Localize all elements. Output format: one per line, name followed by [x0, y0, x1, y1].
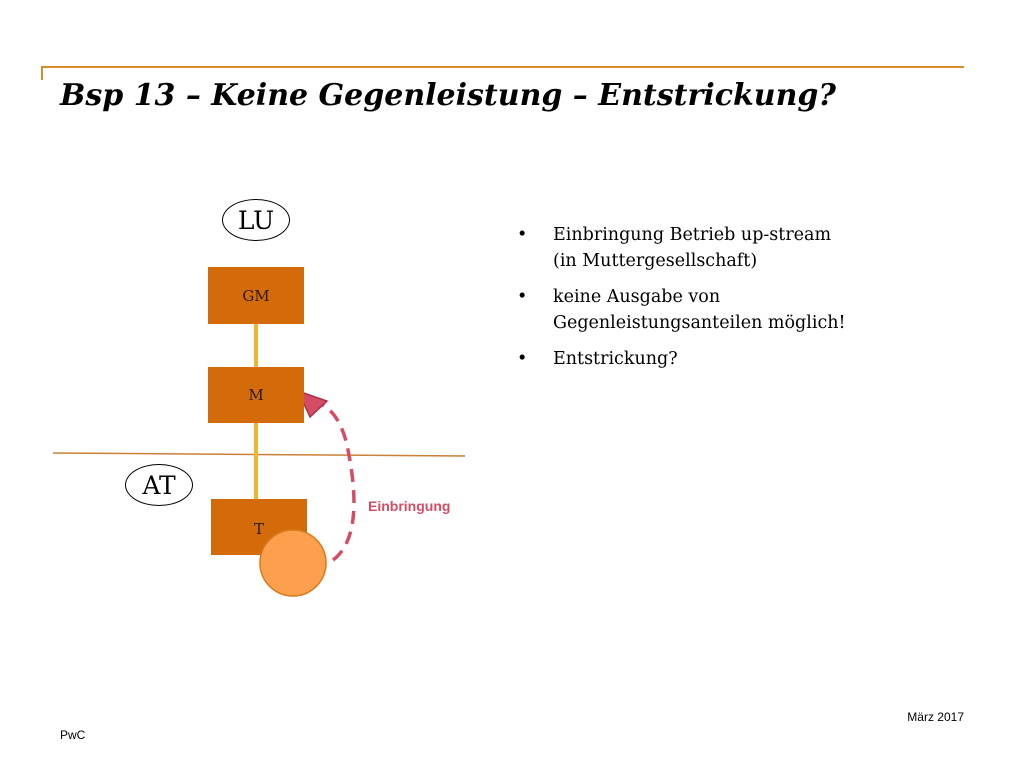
bullet-line: Entstrickung?	[553, 349, 678, 369]
bullet-item	[517, 284, 957, 336]
slide-title: Bsp 13 – Keine Gegenleistung – Entstrickung?	[60, 78, 836, 113]
bullet-mark: •	[517, 225, 528, 245]
country-label-at: AT	[142, 470, 176, 500]
bullet-line: Gegenleistungsanteilen möglich!	[553, 313, 846, 333]
footer-brand: PwC	[60, 728, 86, 742]
arrow-label-einbringung: Einbringung	[368, 498, 451, 514]
entity-label-m: M	[248, 386, 264, 404]
bullet-list	[517, 222, 957, 382]
bullet-mark: •	[517, 349, 528, 369]
bullet-line: (in Muttergesellschaft)	[553, 251, 758, 271]
footer-date: März 2017	[907, 710, 964, 724]
entity-label-gm: GM	[242, 286, 270, 305]
business-circle	[260, 530, 326, 596]
bullet-line: keine Ausgabe von	[553, 287, 721, 307]
bullet-item	[517, 222, 957, 274]
bullet-item	[517, 346, 957, 372]
entity-label-t: T	[253, 520, 264, 538]
country-label-lu: LU	[237, 205, 275, 235]
bullet-line: Einbringung Betrieb up-stream	[553, 225, 832, 245]
bullet-mark: •	[517, 287, 528, 307]
